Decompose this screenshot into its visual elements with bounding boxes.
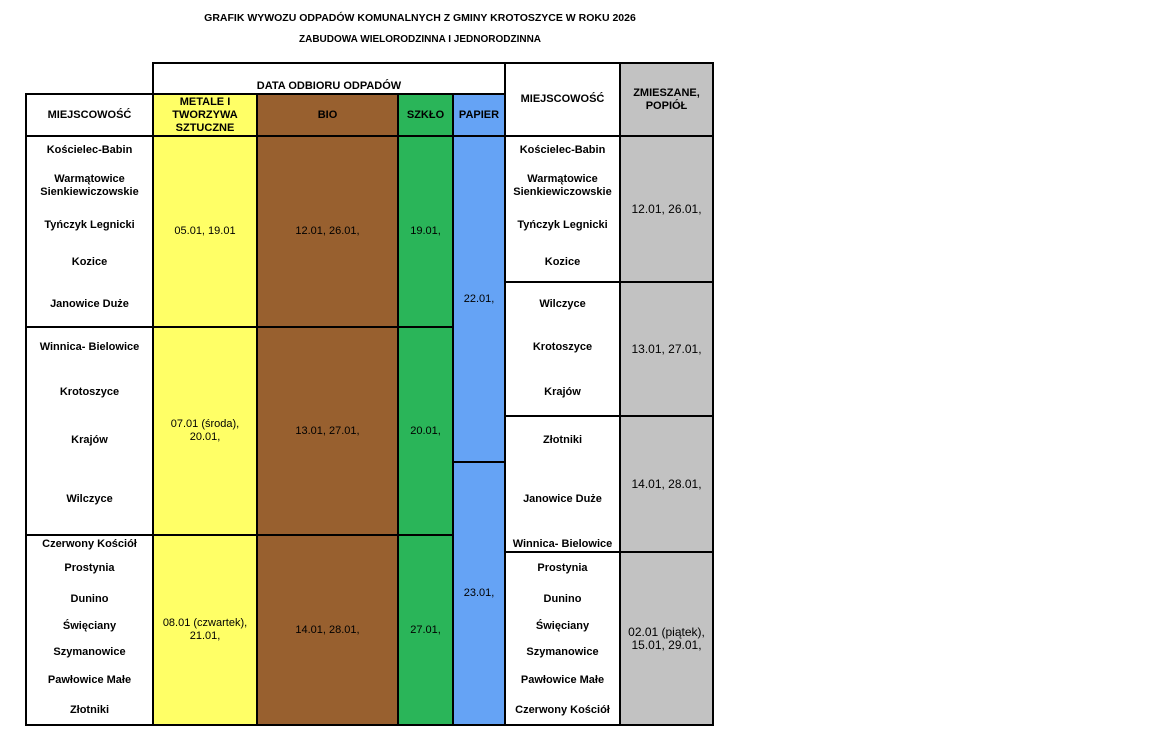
metale-date-group-1 xyxy=(152,135,258,328)
bio-date-group-1 xyxy=(256,135,399,328)
place-name: Krajów xyxy=(71,434,108,446)
header-zmieszane: ZMIESZANE, POPIÓŁ xyxy=(619,62,714,137)
left-group-1-places xyxy=(25,135,154,328)
place-name: Prostynia xyxy=(537,562,588,574)
date-value: 02.01 (piątek), 15.01, 29.01, xyxy=(628,624,705,652)
szklo-date-group-3 xyxy=(397,534,454,726)
place-name: Wilczyce xyxy=(66,493,113,505)
place-name: Czerwony Kościół xyxy=(42,538,137,550)
place-name: Tyńczyk Legnicki xyxy=(44,219,135,231)
metale-date-group-3 xyxy=(152,534,258,726)
place-name: Święciany xyxy=(62,620,117,632)
papier-date-1 xyxy=(452,135,506,463)
left-group-2-places xyxy=(25,326,154,536)
place-name: Kościelec-Babin xyxy=(519,144,606,156)
header-metale: METALE I TWORZYWA SZTUCZNE xyxy=(152,93,258,137)
date-value: 12.01, 26.01, xyxy=(631,201,702,216)
place-name: Winnica- Bielowice xyxy=(39,341,140,353)
place-name: Pawłowice Małe xyxy=(47,674,132,686)
place-name: Dunino xyxy=(70,593,109,605)
header-bio: BIO xyxy=(256,93,399,137)
date-value: 19.01, xyxy=(410,225,441,237)
place-name: Kozice xyxy=(544,256,581,268)
date-value: 13.01, 27.01, xyxy=(631,341,702,356)
papier-date-2 xyxy=(452,461,506,726)
szklo-date-group-2 xyxy=(397,326,454,536)
date-value: 12.01, 26.01, xyxy=(295,225,360,237)
place-name: Wilczyce xyxy=(539,298,586,310)
zmieszane-date-group-2 xyxy=(619,281,714,417)
date-value: 07.01 (środa), 20.01, xyxy=(170,418,240,443)
date-value: 22.01, xyxy=(463,292,495,305)
header-papier: PAPIER xyxy=(452,93,506,137)
place-name: Kościelec-Babin xyxy=(46,144,133,156)
place-name: Święciany xyxy=(535,620,590,632)
place-name: Czerwony Kościół xyxy=(515,704,610,716)
header-data-odbioru: DATA ODBIORU ODPADÓW xyxy=(152,62,506,96)
right-group-2-places xyxy=(504,281,621,417)
date-value: 23.01, xyxy=(463,587,495,599)
place-name: Złotniki xyxy=(69,704,110,716)
date-value: 14.01, 28.01, xyxy=(631,476,702,491)
right-group-4-places xyxy=(504,551,621,726)
schedule-title: GRAFIK WYWOZU ODPADÓW KOMUNALNYCH Z GMINY KROTOSZYCE W ROKU 2026 xyxy=(204,12,636,24)
schedule-subtitle: ZABUDOWA WIELORODZINNA I JEDNORODZINNA xyxy=(298,34,542,45)
place-name: Janowice Duże xyxy=(523,493,602,505)
date-value: 14.01, 28.01, xyxy=(295,623,360,636)
header-miejscowosc-left: MIEJSCOWOŚĆ xyxy=(25,93,154,137)
header-miejscowosc-right: MIEJSCOWOŚĆ xyxy=(504,62,621,137)
date-value: 05.01, 19.01 xyxy=(174,225,236,237)
place-name: Winnica- Bielowice xyxy=(512,538,613,550)
place-name: Janowice Duże xyxy=(50,298,129,310)
place-name: Dunino xyxy=(543,593,582,605)
place-name: Szymanowice xyxy=(53,646,126,658)
bio-date-group-2 xyxy=(256,326,399,536)
place-name: Tyńczyk Legnicki xyxy=(517,219,608,231)
date-value: 13.01, 27.01, xyxy=(295,424,360,437)
date-value: 27.01, xyxy=(410,623,441,636)
place-name: Warmątowice Sienkiewiczowskie xyxy=(513,173,612,198)
zmieszane-date-group-3 xyxy=(619,415,714,553)
bio-date-group-3 xyxy=(256,534,399,726)
right-group-1-places xyxy=(504,135,621,283)
szklo-date-group-1 xyxy=(397,135,454,328)
zmieszane-date-group-4 xyxy=(619,551,714,726)
date-value: 20.01, xyxy=(410,424,441,437)
place-name: Kozice xyxy=(71,256,108,268)
place-name: Krajów xyxy=(544,386,581,398)
left-group-3-places xyxy=(25,534,154,726)
place-name: Pawłowice Małe xyxy=(520,674,605,686)
place-name: Złotniki xyxy=(542,434,583,446)
right-group-3-places xyxy=(504,415,621,553)
header-szklo: SZKŁO xyxy=(397,93,454,137)
zmieszane-date-group-1 xyxy=(619,135,714,283)
metale-date-group-2 xyxy=(152,326,258,536)
place-name: Szymanowice xyxy=(526,646,599,658)
place-name: Krotoszyce xyxy=(59,386,120,398)
place-name: Prostynia xyxy=(64,562,115,574)
place-name: Warmątowice Sienkiewiczowskie xyxy=(40,173,139,198)
date-value: 08.01 (czwartek), 21.01, xyxy=(162,617,248,642)
place-name: Krotoszyce xyxy=(532,341,593,353)
